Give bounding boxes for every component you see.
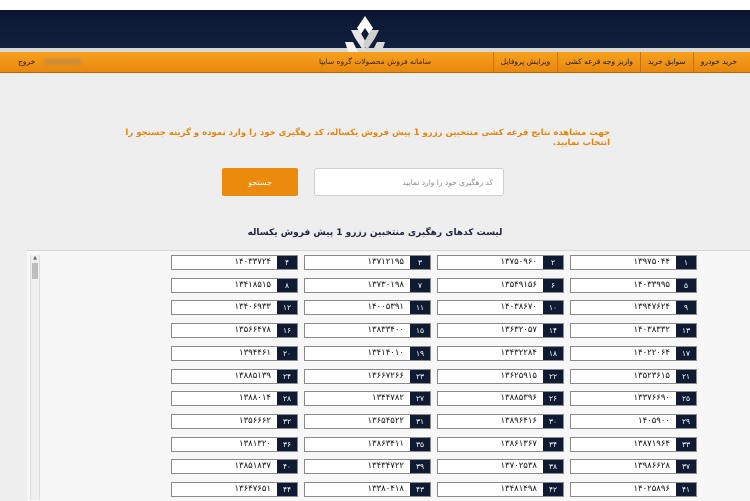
code-row [171, 323, 298, 338]
code-row [437, 459, 564, 474]
search-button[interactable]: جستجو [222, 168, 298, 196]
code-row [171, 482, 298, 497]
code-index: ۲۶ [543, 392, 563, 405]
code-index: ۷ [410, 279, 430, 292]
code-row [171, 414, 298, 429]
tracking-code: ۱۳۸۱۳۲۰ [239, 438, 271, 449]
tracking-code: ۱۳۴۳۴۷۲۲ [367, 461, 404, 472]
tracking-code: ۱۳۹۷۵۰۴۴ [633, 257, 670, 267]
code-index: ۱۰ [543, 301, 563, 314]
code-index: ۵ [676, 279, 696, 292]
code-index: ۲۷ [410, 392, 430, 405]
tracking-code: ۱۴۰۰۵۳۹۱ [367, 302, 404, 313]
code-index: ۲۱ [676, 370, 696, 383]
tracking-code: ۱۴۰۳۸۳۳۲ [633, 325, 670, 336]
code-index: ۱۱ [410, 301, 430, 314]
tracking-code: ۱۳۹۴۴۶۱ [239, 347, 271, 358]
code-index: ۴ [277, 256, 297, 269]
code-row [437, 369, 564, 384]
tracking-code: ۱۳۸۸۰۱۴ [239, 393, 271, 404]
tracking-code: ۱۳۸۹۶۴۱۶ [500, 415, 537, 426]
tracking-code: ۱۴۰۲۵۸۹۶ [633, 484, 670, 494]
code-index: ۱۴ [543, 324, 563, 337]
code-row [171, 369, 298, 384]
tracking-code: ۱۴۰۳۳۷۲۴ [234, 257, 271, 267]
tracking-code: ۱۳۹۸۶۶۲۸ [633, 461, 670, 472]
code-index: ۳۵ [410, 438, 430, 451]
tracking-code: ۱۳۸۸۵۱۳۹ [234, 370, 271, 381]
tracking-code: ۱۳۹۴۷۶۲۴ [633, 302, 670, 313]
tracking-code: ۱۳۴۱۴۰۱۰ [367, 347, 404, 358]
code-row [570, 300, 697, 315]
tracking-code: ۱۳۸۷۱۹۶۴ [633, 438, 670, 449]
list-title: لیست کدهای رهگیری منتخبین رزرو 1 پیش فروش یکساله [247, 228, 503, 238]
code-index: ۲۸ [277, 392, 297, 405]
code-row [437, 300, 564, 315]
nav-bar [0, 52, 750, 73]
tracking-code: ۱۳۳۸۰۴۱۸ [367, 484, 404, 494]
scroll-up-arrow-icon[interactable]: ▲ [33, 255, 37, 261]
code-row [304, 369, 431, 384]
code-row [570, 346, 697, 361]
code-index: ۹ [676, 301, 696, 314]
code-index: ۳۳ [676, 438, 696, 451]
code-row [171, 255, 298, 270]
nav-purchase-history[interactable]: سوابق خرید [640, 52, 693, 72]
tracking-code: ۱۳۳۷۶۶۹۰ [633, 393, 670, 404]
tracking-code: ۱۴۰۵۹۰۰ [638, 415, 670, 426]
tracking-code: ۱۳۵۶۶۶۲ [239, 415, 271, 426]
tracking-code: ۱۳۷۰۲۵۳۸ [500, 461, 537, 472]
code-row [171, 459, 298, 474]
code-index: ۴۳ [410, 483, 430, 496]
code-index: ۲۰ [277, 347, 297, 360]
code-row [437, 437, 564, 452]
code-index: ۳۰ [543, 415, 563, 428]
code-row [437, 414, 564, 429]
tracking-code-input[interactable] [314, 168, 504, 196]
code-row [304, 459, 431, 474]
code-index: ۱۷ [676, 347, 696, 360]
logout-link[interactable]: خروج [18, 57, 36, 66]
code-index: ۱۳ [676, 324, 696, 337]
code-row [304, 323, 431, 338]
tracking-code: ۱۳۴۸۱۴۹۸ [500, 484, 537, 494]
code-index: ۲۵ [676, 392, 696, 405]
code-index: ۸ [277, 279, 297, 292]
code-index: ۴۰ [277, 460, 297, 473]
tracking-code: ۱۳۷۵۰۹۶۰ [500, 257, 537, 267]
code-row [304, 300, 431, 315]
code-row [304, 414, 431, 429]
code-index: ۱۲ [277, 301, 297, 314]
instruction-text: جهت مشاهده نتایج قرعه کشی منتخبین رزرو 1 پیش فروش یکساله، کد رهگیری خود را وارد نموده و گزینه جستجو را انتخاب نمایید. [125, 128, 610, 148]
system-title: سامانه فروش محصولات گروه سایپا [318, 57, 432, 66]
code-row [570, 482, 697, 497]
code-index: ۳۶ [277, 438, 297, 451]
code-row [570, 323, 697, 338]
tracking-code: ۱۳۶۵۴۵۲۲ [367, 415, 404, 426]
code-row [437, 346, 564, 361]
tracking-code: ۱۳۴۱۸۵۱۵ [234, 279, 271, 290]
code-index: ۳۱ [410, 415, 430, 428]
tracking-code: ۱۳۸۵۱۸۳۷ [234, 461, 271, 472]
saipa-logo-icon [343, 16, 387, 56]
nav-buy-car[interactable]: خرید خودرو [693, 52, 744, 72]
tracking-code: ۱۳۵۶۶۴۷۸ [234, 325, 271, 336]
code-index: ۳ [410, 256, 430, 269]
tracking-code: ۱۳۸۸۵۳۹۶ [500, 393, 537, 404]
code-index: ۱۵ [410, 324, 430, 337]
code-row [570, 414, 697, 429]
code-row [304, 346, 431, 361]
tracking-code: ۱۴۰۳۸۶۷۰ [500, 302, 537, 313]
tracking-code: ۱۳۷۱۲۱۹۵ [367, 257, 404, 267]
code-row [171, 391, 298, 406]
code-row [437, 482, 564, 497]
code-index: ۳۲ [277, 415, 297, 428]
code-index: ۱ [676, 256, 696, 269]
code-index: ۶ [543, 279, 563, 292]
tracking-code: ۱۳۷۳۰۱۹۸ [367, 279, 404, 290]
code-row [437, 255, 564, 270]
code-row [437, 278, 564, 293]
code-row [570, 437, 697, 452]
tracking-code: ۱۳۴۳۲۲۸۴ [500, 347, 537, 358]
code-row [437, 391, 564, 406]
code-index: ۴۴ [277, 483, 297, 496]
code-row [570, 255, 697, 270]
tracking-code: ۱۳۸۶۱۳۶۷ [500, 438, 537, 449]
nav-edit-profile[interactable]: ویرایش پروفایل [493, 52, 557, 72]
code-index: ۲۴ [277, 370, 297, 383]
tracking-code: ۱۳۶۴۷۶۵۱ [234, 484, 271, 494]
tracking-code: ۱۳۵۲۳۶۱۵ [633, 370, 670, 381]
code-index: ۱۶ [277, 324, 297, 337]
code-index: ۲۳ [410, 370, 430, 383]
code-index: ۳۴ [543, 438, 563, 451]
code-row [304, 482, 431, 497]
code-row [570, 391, 697, 406]
tracking-code: ۱۴۰۲۲۰۶۴ [633, 347, 670, 358]
tracking-code: ۱۳۵۴۹۱۵۶ [500, 279, 537, 290]
tracking-code: ۱۳۴۰۶۹۳۳ [234, 302, 271, 313]
code-index: ۲۹ [676, 415, 696, 428]
code-row [570, 369, 697, 384]
code-row [171, 346, 298, 361]
tracking-code: ۱۴۰۳۳۹۹۵ [633, 279, 670, 290]
nav-menu [493, 52, 744, 72]
code-row [171, 300, 298, 315]
list-scrollbar[interactable] [30, 255, 40, 500]
code-row [171, 437, 298, 452]
user-name-blurred [44, 59, 82, 65]
tracking-code: ۱۳۸۳۳۴۰۰ [367, 325, 404, 336]
code-row [437, 323, 564, 338]
code-index: ۱۹ [410, 347, 430, 360]
tracking-code: ۱۳۸۶۳۴۱۱ [367, 438, 404, 449]
code-row [304, 278, 431, 293]
code-row [171, 278, 298, 293]
code-index: ۲ [543, 256, 563, 269]
code-index: ۳۷ [676, 460, 696, 473]
code-index: ۲۲ [543, 370, 563, 383]
code-row [570, 278, 697, 293]
top-strip [0, 0, 750, 10]
code-row [304, 437, 431, 452]
nav-lottery-payment[interactable]: واریز وجه قرعه کشی [557, 52, 640, 72]
code-index: ۴۲ [543, 483, 563, 496]
code-index: ۳۸ [543, 460, 563, 473]
code-row [304, 391, 431, 406]
scroll-thumb[interactable] [32, 263, 38, 279]
tracking-code: ۱۳۶۲۵۹۱۵ [500, 370, 537, 381]
code-row [304, 255, 431, 270]
tracking-code: ۱۳۶۶۷۲۶۶ [367, 370, 404, 381]
tracking-code: ۱۳۴۴۷۸۲ [372, 393, 404, 404]
code-index: ۱۸ [543, 347, 563, 360]
code-index: ۴۱ [676, 483, 696, 496]
code-row [570, 459, 697, 474]
code-index: ۳۹ [410, 460, 430, 473]
tracking-code: ۱۳۶۳۲۰۵۷ [500, 325, 537, 336]
